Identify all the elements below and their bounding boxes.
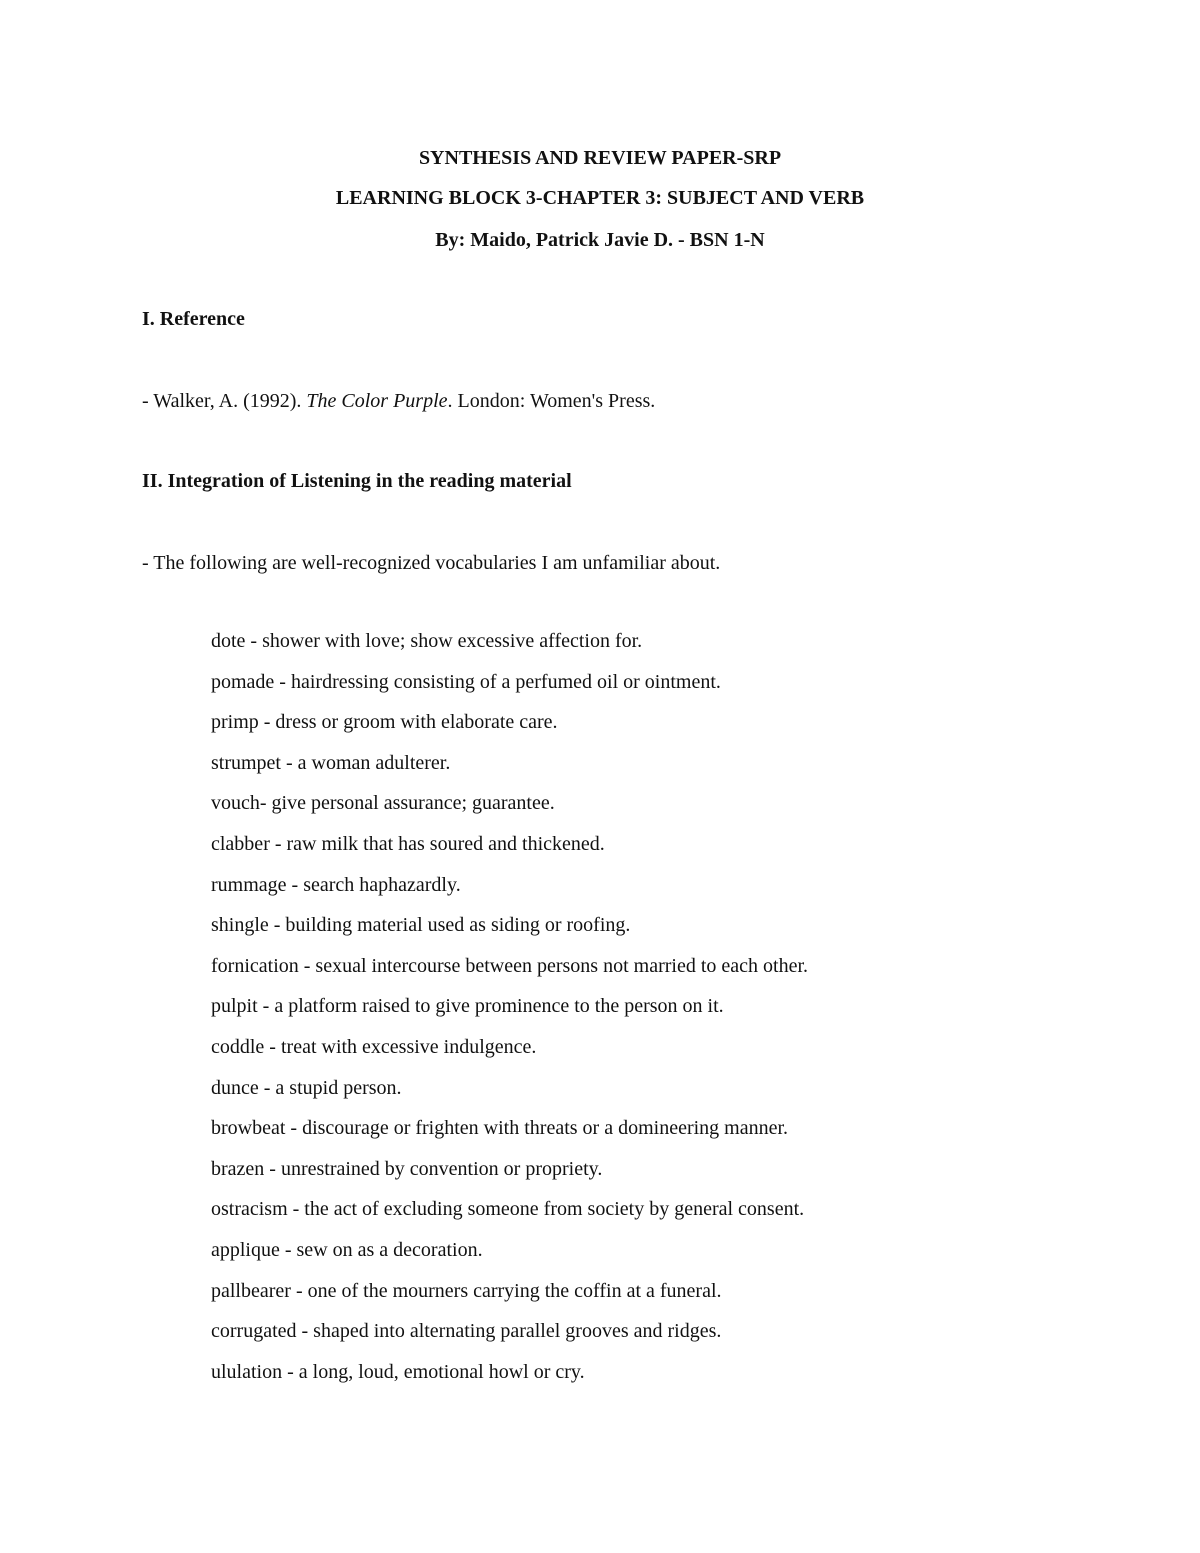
vocabulary-item: shingle - building material used as siding or roofing. — [211, 914, 631, 937]
vocabulary-item: pomade - hairdressing consisting of a perfumed oil or ointment. — [211, 670, 721, 693]
vocabulary-item: strumpet - a woman adulterer. — [211, 751, 451, 774]
vocabulary-item: ostracism - the act of excluding someone from society by general consent. — [211, 1198, 805, 1221]
vocabulary-item: dote - shower with love; show excessive affection for. — [211, 630, 643, 652]
vocabulary-item: pallbearer - one of the mourners carrying the coffin at a funeral. — [211, 1279, 722, 1302]
vocabulary-item: applique - sew on as a decoration. — [211, 1238, 483, 1261]
vocabulary-item: browbeat - discourage or frighten with threats or a domineering manner. — [211, 1117, 789, 1140]
section-heading-integration: II. Integration of Listening in the reading material — [142, 470, 572, 492]
vocabulary-item: coddle - treat with excessive indulgence. — [211, 1035, 537, 1058]
vocabulary-item: fornication - sexual intercourse between persons not married to each other. — [211, 954, 809, 977]
vocabulary-item: dunce - a stupid person. — [211, 1076, 402, 1099]
citation-suffix: . London: Women's Press. — [447, 390, 656, 412]
vocabulary-item: brazen - unrestrained by convention or propriety. — [211, 1157, 603, 1180]
section-heading-reference: I. Reference — [142, 308, 245, 330]
vocabulary-item: vouch- give personal assurance; guarantee. — [211, 792, 555, 815]
vocabulary-item: corrugated - shaped into alternating parallel grooves and ridges. — [211, 1320, 722, 1343]
vocabulary-item: pulpit - a platform raised to give prominence to the person on it. — [211, 995, 724, 1018]
vocabulary-item: primp - dress or groom with elaborate care. — [211, 711, 558, 734]
citation-prefix: - Walker, A. (1992). — [142, 390, 307, 412]
vocabulary-item: ululation - a long, loud, emotional howl or cry. — [211, 1360, 585, 1383]
document-title: SYNTHESIS AND REVIEW PAPER-SRP — [418, 147, 782, 169]
vocabulary-list — [211, 629, 808, 1400]
vocabulary-item: clabber - raw milk that has soured and thickened. — [211, 832, 605, 855]
citation-book-title: The Color Purple — [306, 390, 448, 412]
document-subtitle: LEARNING BLOCK 3-CHAPTER 3: SUBJECT AND VERB — [335, 187, 865, 209]
vocabulary-intro: - The following are well-recognized vocabularies I am unfamiliar about. — [142, 552, 721, 574]
document-author: By: Maido, Patrick Javie D. - BSN 1-N — [435, 229, 765, 251]
vocabulary-item: rummage - search haphazardly. — [211, 873, 461, 896]
reference-citation — [142, 389, 655, 413]
